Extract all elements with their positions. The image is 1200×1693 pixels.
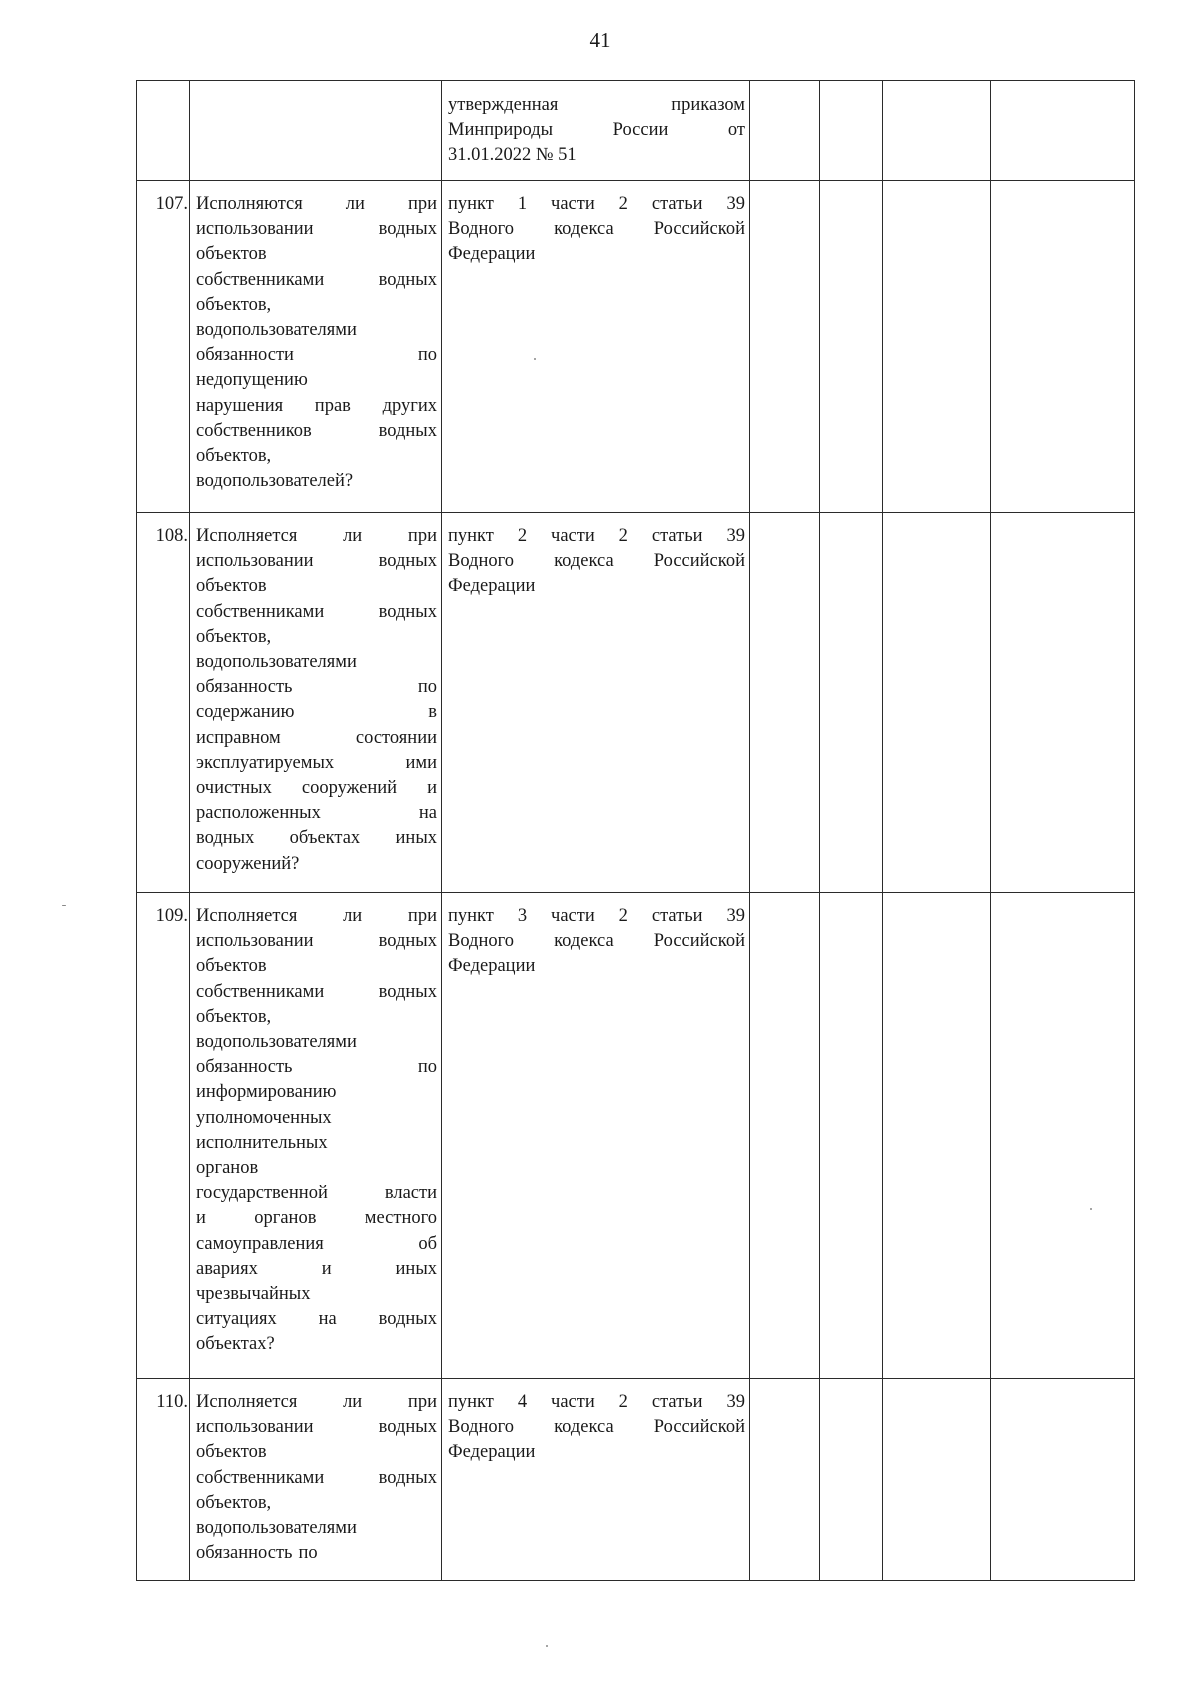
word: обязанность [196, 1543, 293, 1564]
question-cell [190, 893, 442, 1379]
answer-yes-cell [750, 181, 820, 513]
text-line [196, 524, 437, 549]
word: авариях [196, 1258, 258, 1279]
text-line [448, 574, 745, 599]
word: чрезвычайных [196, 1284, 311, 1305]
table-row [137, 1379, 1135, 1581]
word: на [418, 803, 437, 824]
word: Исполняется [196, 906, 298, 926]
word: ли [345, 194, 365, 214]
row-number: 109. [137, 893, 190, 1379]
word: объектов, [196, 626, 272, 647]
word: пункт [448, 194, 494, 214]
note-cell [991, 513, 1135, 893]
word: на [318, 1309, 337, 1330]
note-cell [991, 893, 1135, 1379]
text-line [196, 904, 437, 929]
word: 2 [618, 906, 628, 926]
word: водных [196, 828, 255, 849]
word: водопользователями [196, 1032, 357, 1053]
word: прав [314, 395, 351, 416]
answer-na-cell [883, 181, 991, 513]
text-line [448, 904, 745, 929]
question-cell [190, 81, 442, 181]
word: части [551, 1392, 595, 1412]
word: ситуациях [196, 1309, 277, 1330]
word: утвержденная [448, 95, 559, 115]
word: по [417, 677, 437, 698]
word: ли [343, 526, 363, 546]
answer-na-cell [883, 893, 991, 1379]
word: ли [343, 906, 363, 926]
word: при [407, 1392, 437, 1412]
text-line [196, 852, 437, 877]
reference-cell [442, 181, 750, 513]
text-line [196, 1005, 437, 1030]
text-line [448, 118, 745, 143]
word: объектов [196, 1442, 267, 1463]
word: водопользователями [196, 1518, 357, 1539]
reference-cell [442, 513, 750, 893]
word: эксплуатируемых [196, 752, 335, 773]
word: Исполняется [196, 526, 298, 546]
checklist-table [136, 80, 1135, 1581]
text-line [448, 217, 745, 242]
row-number: 108. [137, 513, 190, 893]
word: Исполняются [196, 194, 303, 214]
text-line [196, 1232, 437, 1257]
text-line [196, 954, 437, 979]
word: при [407, 906, 437, 926]
word: объектов [196, 576, 267, 597]
question-cell [190, 181, 442, 513]
word: использовании [196, 551, 314, 572]
question-cell [190, 1379, 442, 1581]
word: собственниками [196, 1467, 325, 1488]
question-cell [190, 513, 442, 893]
answer-no-cell [820, 181, 883, 513]
answer-yes-cell [750, 1379, 820, 1581]
page-number: 41 [589, 28, 611, 52]
text-line [196, 1131, 437, 1156]
text-line [196, 1332, 437, 1357]
text-line [196, 419, 437, 444]
answer-yes-cell [750, 893, 820, 1379]
word: недопущению [196, 370, 308, 391]
word: статьи [651, 526, 703, 546]
text-line [196, 574, 437, 599]
word: уполномоченных [196, 1107, 332, 1128]
word: содержанию [196, 702, 295, 723]
word: статьи [651, 906, 703, 926]
word: обязанность [196, 1057, 293, 1078]
word: государственной [196, 1183, 328, 1204]
word: сооружений? [196, 853, 300, 874]
word: кодекса [554, 1417, 614, 1438]
scan-speck [534, 358, 536, 360]
word: 39 [726, 194, 745, 214]
word: водных [378, 931, 437, 952]
word: использовании [196, 219, 314, 240]
text-line [196, 776, 437, 801]
text-line [196, 600, 437, 625]
text-line [196, 217, 437, 242]
row-number: 110. [137, 1379, 190, 1581]
word: ли [343, 1392, 363, 1412]
word: Водного [448, 551, 514, 572]
reference-cell [442, 1379, 750, 1581]
text-line [196, 1156, 437, 1181]
text-line [196, 394, 437, 419]
word: Водного [448, 1417, 514, 1438]
answer-na-cell [883, 513, 991, 893]
word: от [727, 120, 745, 141]
text-line [196, 1415, 437, 1440]
text-line [196, 675, 437, 700]
word: Исполняется [196, 1392, 298, 1412]
word: ими [405, 752, 437, 773]
word: по [417, 345, 437, 366]
text-line [448, 929, 745, 954]
word: кодекса [554, 219, 614, 240]
word: 2 [618, 526, 628, 546]
note-cell [991, 181, 1135, 513]
word: водных [378, 981, 437, 1002]
word: Российской [653, 931, 745, 952]
word: водных [378, 420, 437, 441]
word: статьи [651, 1392, 703, 1412]
word: информированию [196, 1082, 337, 1103]
word: статьи [651, 194, 703, 214]
word: Водного [448, 219, 514, 240]
text-line [196, 293, 437, 318]
word: объектах [289, 828, 361, 849]
word: иных [395, 828, 437, 849]
word: и [196, 1208, 206, 1229]
text-line [196, 650, 437, 675]
text-line [448, 549, 745, 574]
text-line [196, 625, 437, 650]
word: объектов, [196, 446, 272, 467]
word: Федерации [448, 956, 536, 977]
word: объектов, [196, 294, 272, 315]
text-line [196, 1206, 437, 1231]
word: при [407, 194, 437, 214]
word: водопользователей? [196, 471, 354, 492]
text-line [196, 343, 437, 368]
word: и [427, 778, 437, 799]
word: обязанность [196, 677, 293, 698]
text-line [196, 1030, 437, 1055]
text-line [196, 826, 437, 851]
word: других [382, 395, 437, 416]
word: расположенных [196, 803, 321, 824]
word: 39 [726, 906, 745, 926]
text-line [196, 1491, 437, 1516]
word: 39 [726, 526, 745, 546]
text-line [196, 1466, 437, 1491]
text-line [196, 700, 437, 725]
word: Федерации [448, 244, 536, 265]
table-row [137, 181, 1135, 513]
text-line [196, 1282, 437, 1307]
word: Российской [653, 219, 745, 240]
word: пункт [448, 526, 494, 546]
word: водных [378, 1309, 437, 1330]
word: объектов, [196, 1006, 272, 1027]
checklist-table-body [137, 81, 1135, 1581]
text-line [196, 1181, 437, 1206]
word: собственников [196, 420, 312, 441]
word: объектов [196, 956, 267, 977]
word: и [321, 1258, 332, 1279]
answer-no-cell [820, 893, 883, 1379]
answer-no-cell [820, 513, 883, 893]
word: об [418, 1233, 437, 1254]
word: Российской [653, 1417, 745, 1438]
word: в [428, 702, 437, 723]
text-line [448, 1390, 745, 1415]
table-row-header-continuation [137, 81, 1135, 181]
word: 3 [517, 906, 528, 926]
answer-yes-cell [750, 81, 820, 181]
word: части [551, 906, 595, 926]
row-number: 107. [137, 181, 190, 513]
word: 2 [618, 194, 628, 214]
text-line [448, 1415, 745, 1440]
text-line [448, 242, 745, 267]
table-row [137, 513, 1135, 893]
word: Федерации [448, 576, 536, 597]
word: пункт [448, 1392, 494, 1412]
word: объектах? [196, 1334, 275, 1355]
word: части [551, 526, 595, 546]
word: Минприроды [448, 120, 554, 141]
text-line [448, 192, 745, 217]
text-line [448, 93, 745, 118]
word: водных [378, 269, 437, 290]
text-line [196, 469, 437, 494]
text-line [196, 751, 437, 776]
word: сооружений [301, 778, 398, 799]
text-line [196, 929, 437, 954]
note-cell [991, 81, 1135, 181]
text-line [196, 242, 437, 267]
word: при [407, 526, 437, 546]
text-line [196, 1106, 437, 1131]
word: водных [378, 551, 437, 572]
word: водных [378, 601, 437, 622]
scan-speck [546, 1645, 548, 1647]
text-line [196, 192, 437, 217]
word: 1 [517, 194, 528, 214]
answer-no-cell [820, 81, 883, 181]
word: водных [378, 219, 437, 240]
word: объектов [196, 244, 267, 265]
text-line [196, 1440, 437, 1465]
word: состоянии [355, 727, 437, 748]
answer-na-cell [883, 81, 991, 181]
text-line [196, 1307, 437, 1332]
answer-yes-cell [750, 513, 820, 893]
word: исправном [196, 727, 281, 748]
word: использовании [196, 931, 314, 952]
number-cell [137, 81, 190, 181]
word: водных [378, 1417, 437, 1438]
text-line [196, 1257, 437, 1282]
word: Водного [448, 931, 514, 952]
word: Федерации [448, 1442, 536, 1463]
word: органов [254, 1208, 317, 1229]
text-line [196, 1080, 437, 1105]
text-line [448, 954, 745, 979]
word: водных [378, 1467, 437, 1488]
text-line [196, 1055, 437, 1080]
word: 31.01.2022 № 51 [448, 145, 577, 166]
text-line [448, 1440, 745, 1465]
word: исполнительных [196, 1132, 328, 1153]
word: приказом [671, 95, 745, 115]
word: по [417, 1057, 437, 1078]
answer-no-cell [820, 1379, 883, 1581]
text-line [196, 726, 437, 751]
text-line [196, 549, 437, 574]
word: водопользователями [196, 652, 357, 673]
reference-cell [442, 893, 750, 1379]
word: местного [364, 1208, 437, 1229]
word: органов [196, 1158, 259, 1179]
word: Российской [653, 551, 745, 572]
word: использовании [196, 1417, 314, 1438]
word: самоуправления [196, 1233, 324, 1254]
text-line [196, 268, 437, 293]
text-line [196, 1390, 437, 1415]
word: власти [384, 1183, 437, 1204]
word: 2 [517, 526, 528, 546]
word: очистных [196, 778, 272, 799]
word: нарушения [196, 395, 284, 416]
text-line [196, 980, 437, 1005]
word: иных [395, 1258, 437, 1279]
word: объектов, [196, 1492, 272, 1513]
word: части [551, 194, 595, 214]
text-line [196, 1541, 437, 1566]
text-line [196, 1516, 437, 1541]
word: России [612, 120, 669, 141]
word: собственниками [196, 981, 325, 1002]
text-line [196, 318, 437, 343]
text-line [448, 143, 745, 168]
word: 2 [618, 1392, 628, 1412]
scan-speck [62, 905, 66, 906]
word: собственниками [196, 269, 325, 290]
scan-speck [1090, 1208, 1092, 1210]
text-line [196, 801, 437, 826]
word: по [298, 1543, 318, 1564]
text-line [196, 444, 437, 469]
text-line [448, 524, 745, 549]
answer-na-cell [883, 1379, 991, 1581]
word: пункт [448, 906, 494, 926]
word: обязанности [196, 345, 294, 366]
word: водопользователями [196, 320, 357, 341]
word: 4 [517, 1392, 528, 1412]
word: 39 [726, 1392, 745, 1412]
table-row [137, 893, 1135, 1379]
note-cell [991, 1379, 1135, 1581]
word: собственниками [196, 601, 325, 622]
reference-cell [442, 81, 750, 181]
text-line [196, 368, 437, 393]
word: кодекса [554, 931, 614, 952]
word: кодекса [554, 551, 614, 572]
